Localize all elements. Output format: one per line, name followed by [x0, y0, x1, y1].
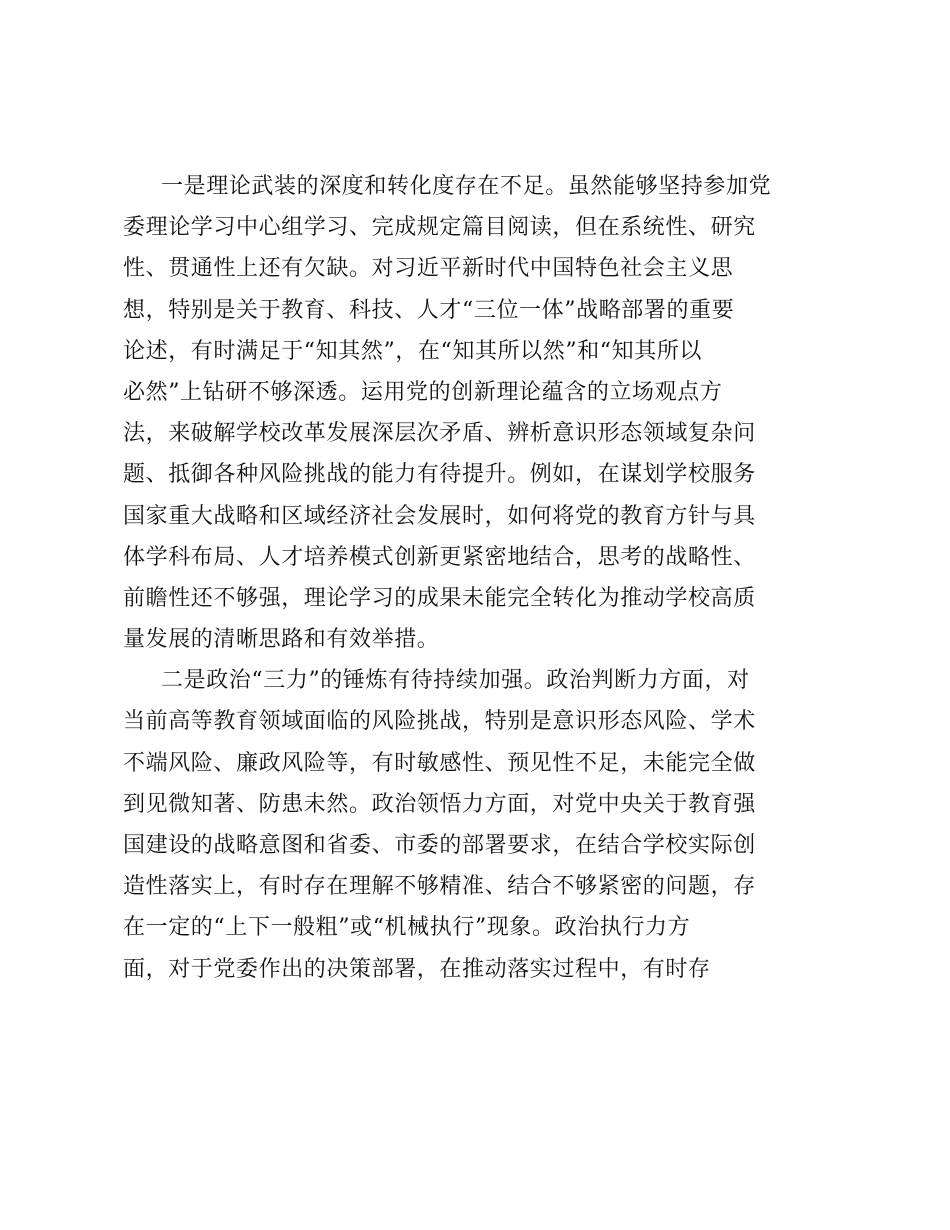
text-line: 体学科布局、人才培养模式创新更紧密地结合，思考的战略性、	[123, 544, 756, 570]
text-line: 一是理论武装的深度和转化度存在不足。虽然能够坚持参加党	[161, 174, 772, 199]
text-line: 论述，有时满足于“知其然”，在“知其所以然”和“知其所以	[123, 338, 703, 364]
text-line: 量发展的清晰思路和有效举措。	[123, 627, 440, 653]
text-line: 题、抵御各种风险挑战的能力有待提升。例如，在谋划学校服务	[123, 462, 756, 488]
paragraph-2	[123, 660, 833, 990]
text-line: 国建设的战略意图和省委、市委的部署要求，在结合学校实际创	[123, 833, 756, 858]
text-line: 面，对于党委作出的决策部署，在推动落实过程中，有时存	[123, 956, 711, 982]
text-line: 想，特别是关于教育、科技、人才“三位一体”战略部署的重要	[123, 297, 735, 323]
text-line: 到见微知著、防患未然。政治领悟力方面，对党中央关于教育强	[123, 791, 756, 817]
text-line: 性、贯通性上还有欠缺。对习近平新时代中国特色社会主义思	[123, 256, 734, 282]
text-line: 二是政治“三力”的锤炼有待持续加强。政治判断力方面，对	[161, 668, 750, 694]
text-line: 法，来破解学校改革发展深层次矛盾、辨析意识形态领域复杂问	[123, 421, 756, 447]
body-text	[123, 166, 833, 990]
text-line: 在一定的“上下一般粗”或“机械执行”现象。政治执行力方	[123, 915, 691, 941]
text-line: 前瞻性还不够强，理论学习的成果未能完全转化为推动学校高质	[123, 585, 756, 611]
text-line: 必然”上钻研不够深透。运用党的创新理论蕴含的立场观点方	[123, 379, 723, 405]
paragraph-1	[123, 166, 833, 660]
text-line: 委理论学习中心组学习、完成规定篇目阅读，但在系统性、研究	[123, 215, 756, 241]
text-line: 当前高等教育领域面临的风险挑战，特别是意识形态风险、学术	[123, 709, 756, 735]
text-line: 不端风险、廉政风险等，有时敏感性、预见性不足，未能完全做	[123, 750, 756, 776]
text-line: 造性落实上，有时存在理解不够精准、结合不够紧密的问题，存	[123, 874, 756, 900]
text-line: 国家重大战略和区域经济社会发展时，如何将党的教育方针与具	[123, 503, 756, 529]
